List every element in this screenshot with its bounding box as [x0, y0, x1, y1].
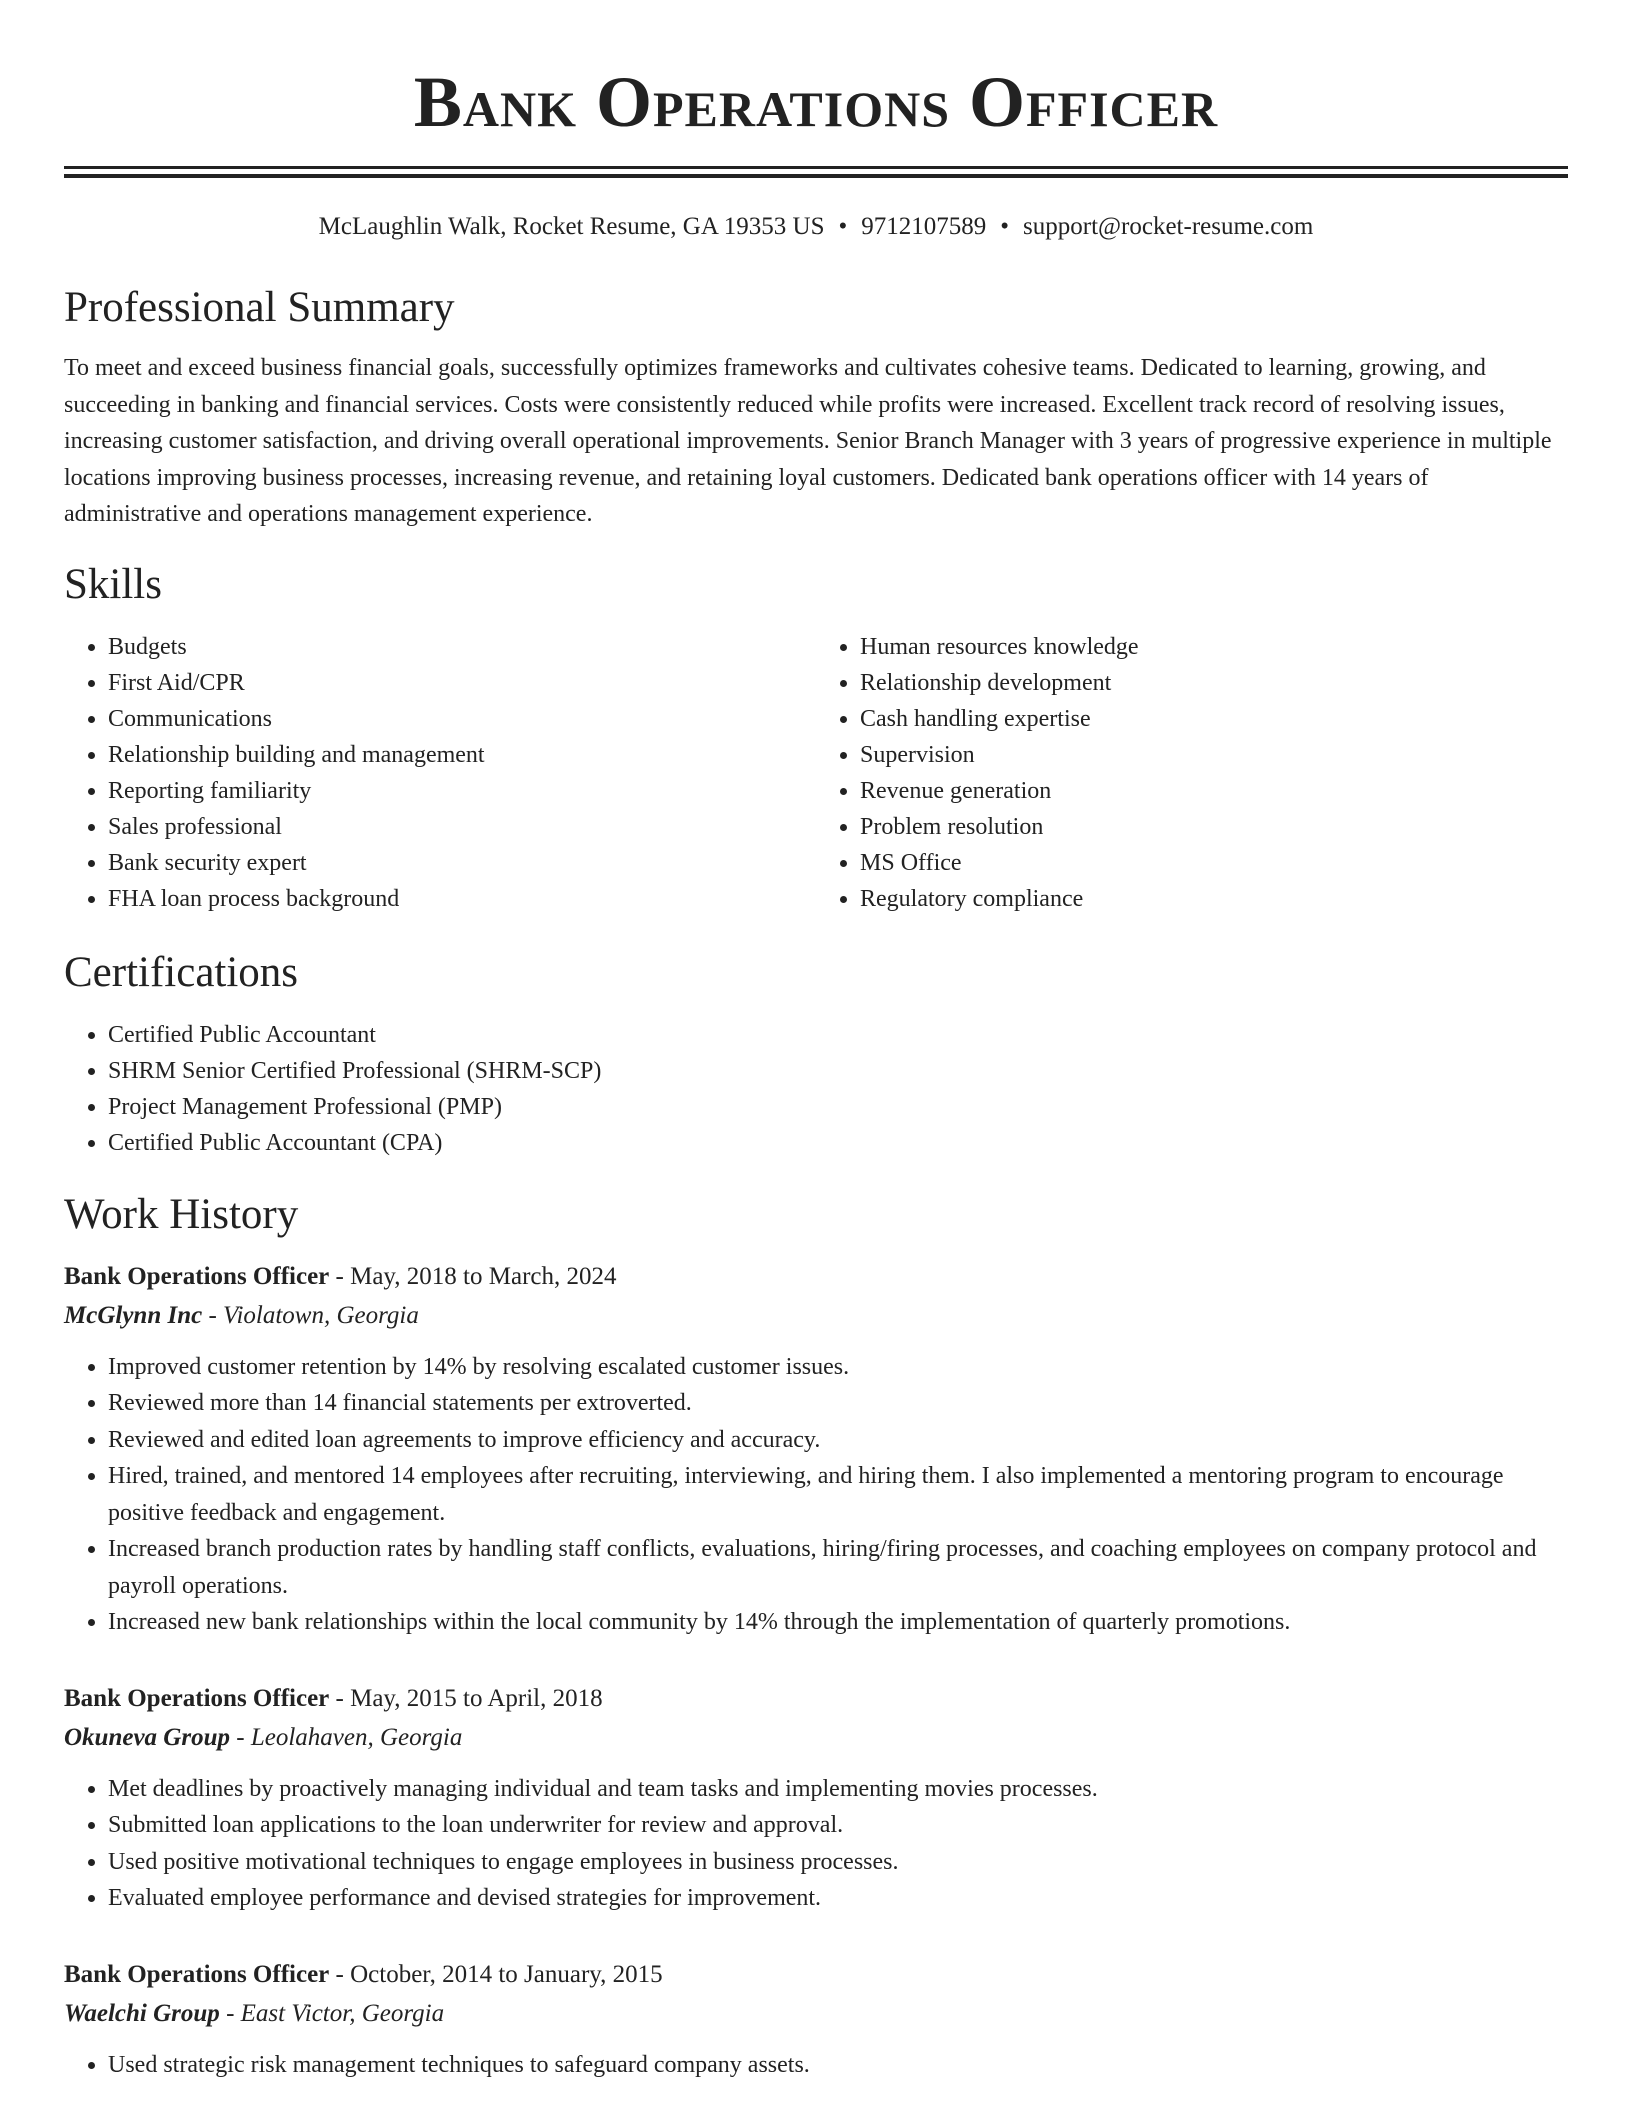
job-bullet: • Hired, trained, and mentored 14 employees after recruiting, interviewing, and hiring them. I also implemented a mentoring program to encourage positive feedback and engagement. [108, 1458, 1568, 1531]
skill-item: • Revenue generation [860, 773, 1568, 809]
job-dates: May, 2018 to March, 2024 [350, 1262, 617, 1290]
skill-item: • Regulatory compliance [860, 881, 1568, 917]
job-bullet: • Reviewed more than 14 financial statements per extroverted. [108, 1385, 1568, 1422]
contact-separator: • [838, 213, 848, 240]
skills-heading: Skills [64, 560, 162, 608]
header-rule-bottom [64, 174, 1568, 178]
job-title: Bank Operations Officer [64, 1684, 330, 1712]
skills-columns [64, 629, 1568, 917]
job-bullet: • Used positive motivational techniques to engage employees in business processes. [108, 1844, 1568, 1881]
job-bullet: • Increased branch production rates by handling staff conflicts, evaluations, hiring/firing processes, and coaching employees on company protocol and payroll operations. [108, 1531, 1568, 1604]
skill-item: • Cash handling expertise [860, 701, 1568, 737]
contact-email[interactable]: support@rocket-resume.com [1023, 213, 1314, 240]
resume-page [64, 0, 1568, 2083]
skill-item: • First Aid/CPR [108, 665, 816, 701]
resume-name: Bank Operations Officer [413, 62, 1219, 142]
skills-list-right [816, 629, 1568, 917]
job-bullet: • Reviewed and edited loan agreements to improve efficiency and accuracy. [108, 1422, 1568, 1459]
job-title-line: Bank Operations Officer - October, 2014 to January, 2015 [64, 1960, 663, 1988]
certification-item: • SHRM Senior Certified Professional (SHRM-SCP) [108, 1053, 1568, 1089]
job-dates: May, 2015 to April, 2018 [350, 1684, 603, 1712]
job-bullet: • Increased new bank relationships within the local community by 14% through the implementation of quarterly promotions. [108, 1604, 1568, 1641]
job-title: Bank Operations Officer [64, 1960, 330, 1988]
job-bullets [64, 1349, 1568, 1641]
job-location: East Victor, Georgia [240, 1999, 445, 2027]
skill-item: • Budgets [108, 629, 816, 665]
contact-separator: • [1000, 213, 1010, 240]
summary-heading: Professional Summary [64, 284, 455, 331]
certifications-list [64, 1017, 1568, 1161]
skill-item: • Supervision [860, 737, 1568, 773]
job-company-line: Okuneva Group - Leolahaven, Georgia [64, 1723, 463, 1751]
job-bullets [64, 1771, 1568, 1917]
skill-item: • Communications [108, 701, 816, 737]
skill-item: • Bank security expert [108, 845, 816, 881]
job-title-line: Bank Operations Officer - May, 2015 to April, 2018 [64, 1684, 603, 1712]
job-bullet: • Improved customer retention by 14% by resolving escalated customer issues. [108, 1349, 1568, 1386]
skill-item: • Reporting familiarity [108, 773, 816, 809]
job-company: McGlynn Inc [64, 1301, 203, 1329]
work-history-heading: Work History [64, 1190, 299, 1238]
job-title-line: Bank Operations Officer - May, 2018 to March, 2024 [64, 1262, 617, 1290]
job-bullet: • Evaluated employee performance and devised strategies for improvement. [108, 1880, 1568, 1917]
skill-item: • Problem resolution [860, 809, 1568, 845]
contact-line [64, 212, 1568, 242]
job-title: Bank Operations Officer [64, 1262, 330, 1290]
job-dates: October, 2014 to January, 2015 [350, 1960, 663, 1988]
job-entry [64, 1681, 1568, 1917]
certification-item: • Project Management Professional (PMP) [108, 1089, 1568, 1125]
job-location: Leolahaven, Georgia [250, 1723, 463, 1751]
certification-item: • Certified Public Accountant (CPA) [108, 1125, 1568, 1161]
job-bullet: • Submitted loan applications to the loan underwriter for review and approval. [108, 1807, 1568, 1844]
job-entry [64, 1957, 1568, 2084]
skill-item: • Relationship building and management [108, 737, 816, 773]
skill-item: • FHA loan process background [108, 881, 816, 917]
skill-item: • MS Office [860, 845, 1568, 881]
summary-text: To meet and exceed business financial goals, successfully optimizes frameworks and cultivates cohesive teams. Dedicated to learning, growing, and succeeding in banking and financial services. Costs were consistently reduced while profits were increased. Excellent track record of resolving issues, increasing customer satisfaction, and driving overall operational improvements. Senior Branch Manager with 3 years of progressive experience in multiple locations improving business processes, increasing revenue, and retaining loyal customers. Dedicated bank operations officer with 14 years of administrative and operations management experience. [64, 355, 1552, 527]
job-entry [64, 1259, 1568, 1641]
certifications-heading: Certifications [64, 948, 299, 996]
skill-item: • Sales professional [108, 809, 816, 845]
job-bullet: • Met deadlines by proactively managing individual and team tasks and implementing movies processes. [108, 1771, 1568, 1808]
job-company-line: McGlynn Inc - Violatown, Georgia [64, 1301, 419, 1329]
job-company: Waelchi Group [64, 1999, 220, 2027]
certification-item: • Certified Public Accountant [108, 1017, 1568, 1053]
job-company: Okuneva Group [64, 1723, 230, 1751]
job-bullets [64, 2047, 1568, 2084]
skills-list-left [64, 629, 816, 917]
job-company-line: Waelchi Group - East Victor, Georgia [64, 1999, 445, 2027]
job-bullet: • Used strategic risk management techniques to safeguard company assets. [108, 2047, 1568, 2084]
contact-address: McLaughlin Walk, Rocket Resume, GA 19353 US [318, 213, 825, 240]
header-rule-top [64, 166, 1568, 169]
skill-item: • Relationship development [860, 665, 1568, 701]
contact-phone: 9712107589 [861, 213, 987, 240]
skill-item: • Human resources knowledge [860, 629, 1568, 665]
job-location: Violatown, Georgia [223, 1301, 419, 1329]
